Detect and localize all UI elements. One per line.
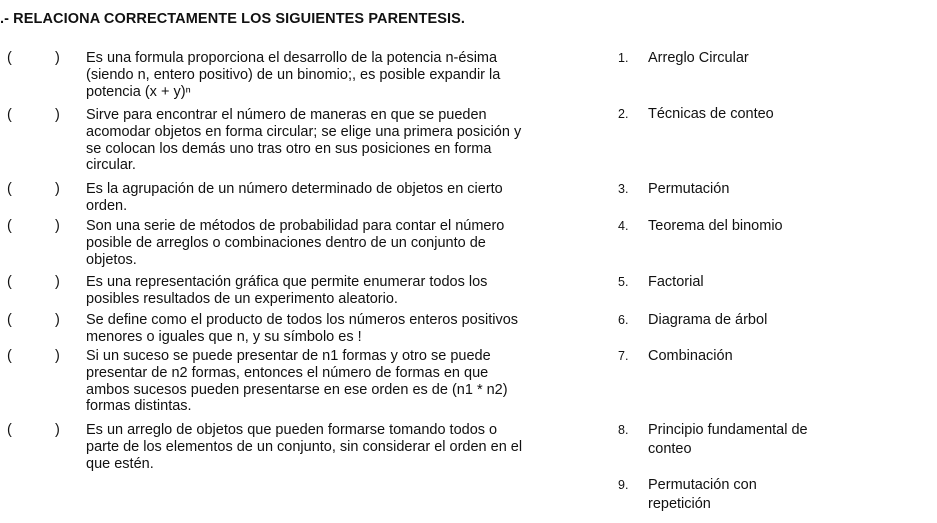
question-text: [86, 218, 571, 268]
question-line: ambos sucesos pueden presentarse en ese orden es de (n1 * n2): [86, 381, 508, 398]
answer-number: 8.: [618, 423, 629, 437]
question-text: [86, 312, 571, 346]
answer-blank-close: ): [55, 50, 60, 66]
question-line: Es una representación gráfica que permite enumerar todos los: [86, 274, 488, 290]
answer-option-4: [618, 217, 858, 236]
question-item-8: [0, 422, 600, 472]
answer-option-1: [618, 49, 858, 68]
answer-option-8: [618, 421, 858, 459]
question-line: posibles resultados de un experimento aleatorio.: [86, 290, 398, 307]
exercise-title: .- RELACIONA CORRECTAMENTE LOS SIGUIENTES PARENTESIS.: [0, 11, 466, 27]
answer-label: Combinación: [648, 348, 733, 364]
answer-number: 3.: [618, 182, 629, 196]
question-line: presentar de n2 formas, entonces el número de formas en que: [86, 364, 489, 381]
answer-blank-close: ): [55, 218, 60, 234]
question-line: Es la agrupación de un número determinado de objetos en cierto: [86, 181, 503, 197]
answer-option-3: [618, 180, 858, 199]
question-line: que estén.: [86, 455, 154, 472]
question-text: [86, 348, 571, 415]
question-line: Es un arreglo de objetos que pueden formarse tomando todos o: [86, 422, 498, 438]
question-line: Es una formula proporciona el desarrollo de la potencia n-ésima: [86, 50, 498, 66]
question-line: Se define como el producto de todos los números enteros positivos: [86, 312, 519, 328]
question-item-2: [0, 107, 600, 174]
question-text: [86, 107, 571, 174]
question-text: [86, 50, 571, 100]
answer-blank-open: (: [7, 312, 12, 328]
question-item-3: [0, 181, 600, 215]
question-item-5: [0, 274, 600, 308]
answer-blank-close: ): [55, 422, 60, 438]
question-line: potencia (x + y)ⁿ: [86, 83, 191, 100]
answer-number: 6.: [618, 313, 629, 327]
answer-blank-close: ): [55, 348, 60, 364]
answer-label: repetición: [648, 496, 711, 512]
question-line: se colocan los demás uno tras otro en sus posiciones en forma: [86, 140, 492, 157]
answer-label: Permutación con: [648, 477, 757, 493]
question-line: Sirve para encontrar el número de maneras en que se pueden: [86, 107, 487, 123]
answer-blank-open: (: [7, 274, 12, 290]
answer-label: Diagrama de árbol: [648, 312, 768, 328]
answer-option-5: [618, 273, 858, 292]
answer-number: 1.: [618, 51, 629, 65]
answer-blank-close: ): [55, 274, 60, 290]
question-line: Son una serie de métodos de probabilidad para contar el número: [86, 218, 505, 234]
question-text: [86, 274, 571, 308]
answer-option-2: [618, 105, 858, 124]
question-text: [86, 422, 571, 472]
question-item-6: [0, 312, 600, 346]
question-item-1: [0, 50, 600, 100]
question-line: Si un suceso se puede presentar de n1 formas y otro se puede: [86, 348, 491, 364]
answer-number: 2.: [618, 107, 629, 121]
answer-number: 7.: [618, 349, 629, 363]
question-line: circular.: [86, 157, 136, 174]
answer-blank-open: (: [7, 181, 12, 197]
answer-blank-open: (: [7, 50, 12, 66]
answer-number: 9.: [618, 478, 629, 492]
answer-number: 4.: [618, 219, 629, 233]
question-text: [86, 181, 571, 215]
answer-label: Permutación: [648, 181, 730, 197]
question-item-7: [0, 348, 600, 415]
question-line: (siendo n, entero positivo) de un binomio;, es posible expandir la: [86, 66, 501, 83]
question-line: parte de los elementos de un conjunto, sin considerar el orden en el: [86, 438, 523, 455]
answer-option-7: [618, 347, 858, 366]
answer-blank-close: ): [55, 312, 60, 328]
answer-label: Técnicas de conteo: [648, 106, 774, 122]
answer-label: Principio fundamental de: [648, 422, 808, 438]
question-item-4: [0, 218, 600, 268]
question-line: formas distintas.: [86, 398, 192, 415]
question-line: acomodar objetos en forma circular; se elige una primera posición y: [86, 123, 522, 140]
answer-label: Factorial: [648, 274, 704, 290]
answer-number: 5.: [618, 275, 629, 289]
answer-option-6: [618, 311, 858, 330]
answer-blank-close: ): [55, 181, 60, 197]
answer-blank-open: (: [7, 218, 12, 234]
question-line: posible de arreglos o combinaciones dentro de un conjunto de: [86, 234, 486, 251]
answer-option-9: [618, 476, 858, 514]
question-line: orden.: [86, 197, 128, 214]
answer-blank-open: (: [7, 422, 12, 438]
answer-label: Arreglo Circular: [648, 50, 749, 66]
question-line: objetos.: [86, 251, 137, 268]
answer-label: Teorema del binomio: [648, 218, 783, 234]
answer-label: conteo: [648, 441, 692, 457]
answer-blank-open: (: [7, 107, 12, 123]
question-line: menores o iguales que n, y su símbolo es !: [86, 328, 362, 345]
answer-blank-close: ): [55, 107, 60, 123]
answer-blank-open: (: [7, 348, 12, 364]
